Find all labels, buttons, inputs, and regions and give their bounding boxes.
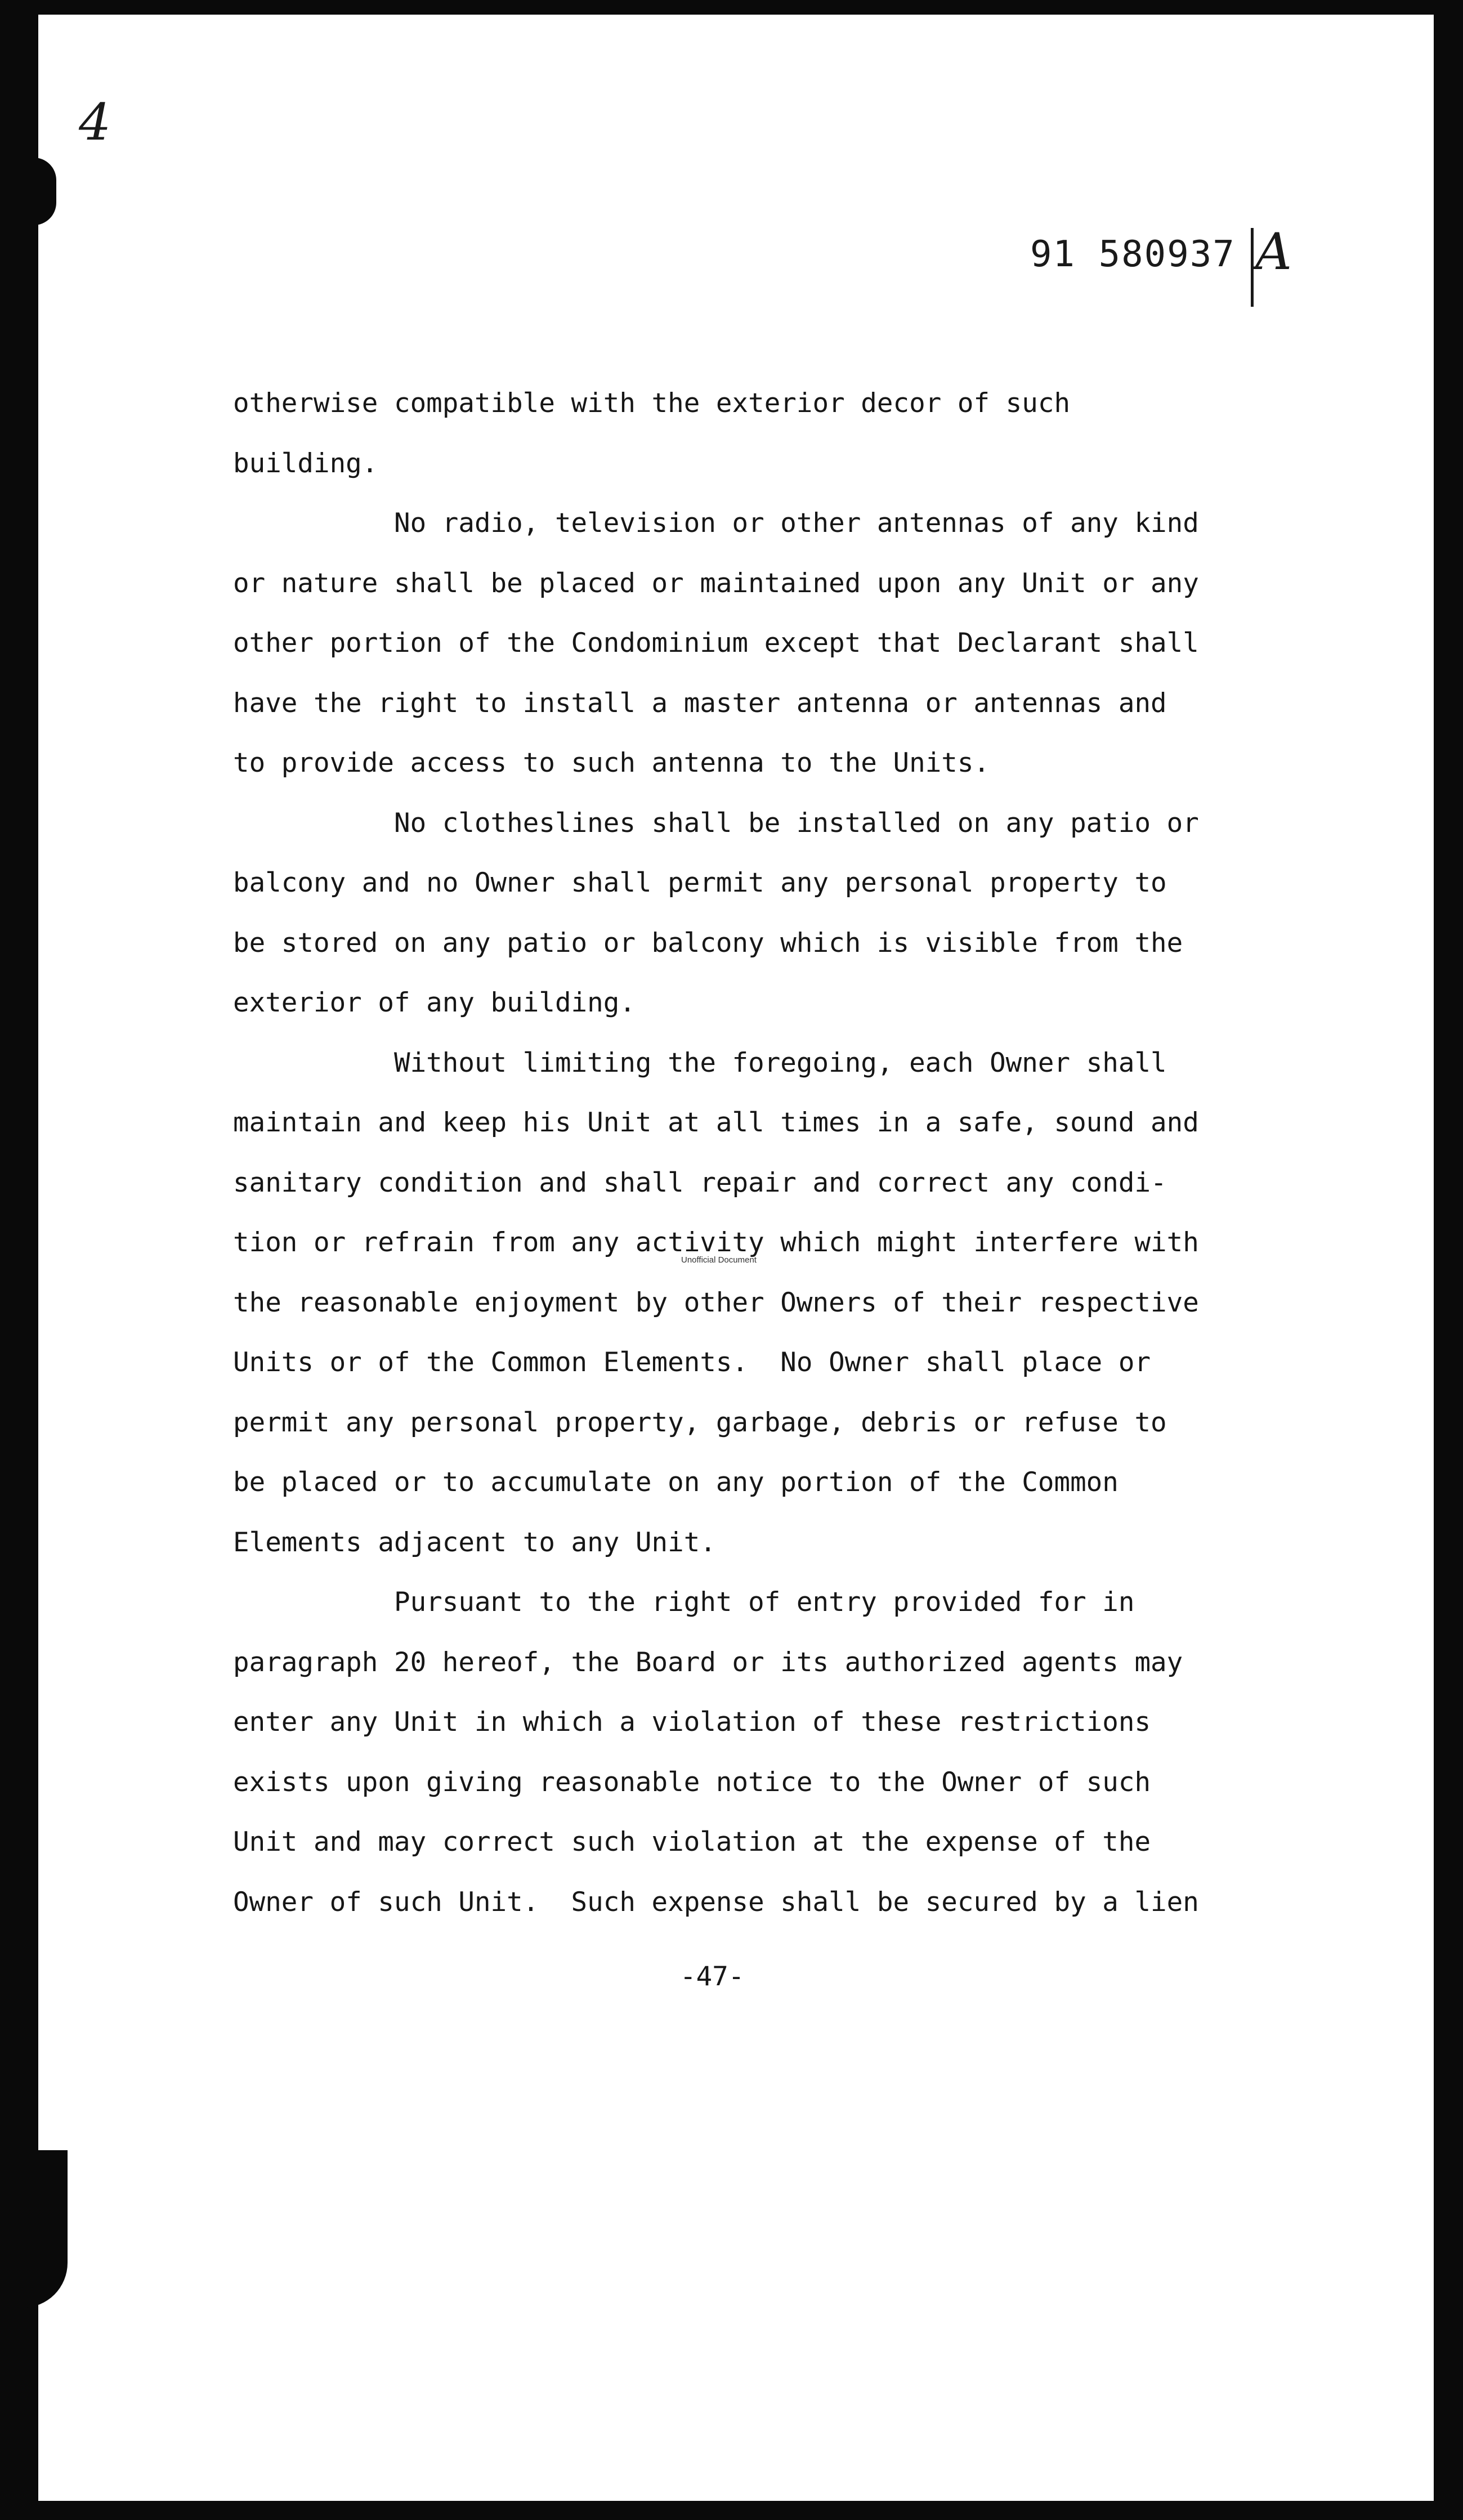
text-line: paragraph 20 hereof, the Board or its authorized agents may [233,1646,1183,1678]
text-line: No clotheslines shall be installed on any patio or [233,807,1199,839]
scan-border-top [0,0,1463,15]
text-line: have the right to install a master antenna or antennas and [233,687,1167,719]
text-line: balcony and no Owner shall permit any personal property to [233,867,1167,898]
text-line: Units or of the Common Elements. No Owner shall place or [233,1347,1151,1378]
text-line: the reasonable enjoyment by other Owners of their respective [233,1287,1199,1318]
scan-border-right [1434,0,1463,2520]
text-line: sanitary condition and shall repair and correct any condi- [233,1167,1167,1198]
text-line: other portion of the Condominium except that Declarant shall [233,628,1199,659]
text-line: tion or refrain from any activity which might interfere with [233,1227,1199,1258]
text-line: building. [233,447,378,479]
scan-border-notch [34,158,56,225]
text-line: Unit and may correct such violation at the expense of the [233,1827,1151,1857]
text-line: No radio, television or other antennas of any kind [233,508,1199,539]
text-line: Elements adjacent to any Unit. [233,1527,716,1558]
text-line: be stored on any patio or balcony which is visible from the [233,927,1183,959]
text-line: enter any Unit in which a violation of these restrictions [233,1707,1151,1738]
text-line: otherwise compatible with the exterior decor of such [233,388,1071,419]
text-line: to provide access to such antenna to the Units. [233,748,990,778]
margin-mark: 4 [79,93,111,152]
scan-border-left [0,0,38,2520]
text-line: exterior of any building. [233,987,636,1018]
text-line: Without limiting the foregoing, each Owner shall [233,1047,1167,1078]
text-line: be placed or to accumulate on any portion of the Common [233,1467,1118,1498]
scan-border-bottom [0,2501,1463,2520]
body-text [233,374,1235,1932]
scan-border-notch-lower [23,2150,68,2308]
text-line: exists upon giving reasonable notice to the Owner of such [233,1766,1151,1798]
text-line: Pursuant to the right of entry provided for in [233,1587,1135,1618]
document-number: 91 580937 [1030,234,1236,275]
text-line: maintain and keep his Unit at all times in a safe, sound and [233,1107,1199,1138]
text-line: or nature shall be placed or maintained upon any Unit or any [233,567,1199,599]
document-number-divider [1251,228,1254,307]
page-number: -47- [680,1961,745,1992]
text-line: permit any personal property, garbage, debris or refuse to [233,1407,1167,1438]
watermark-label: Unofficial Document [681,1255,757,1265]
document-number-suffix: A [1255,222,1292,281]
text-line: Owner of such Unit. Such expense shall be secured by a lien [233,1886,1199,1918]
